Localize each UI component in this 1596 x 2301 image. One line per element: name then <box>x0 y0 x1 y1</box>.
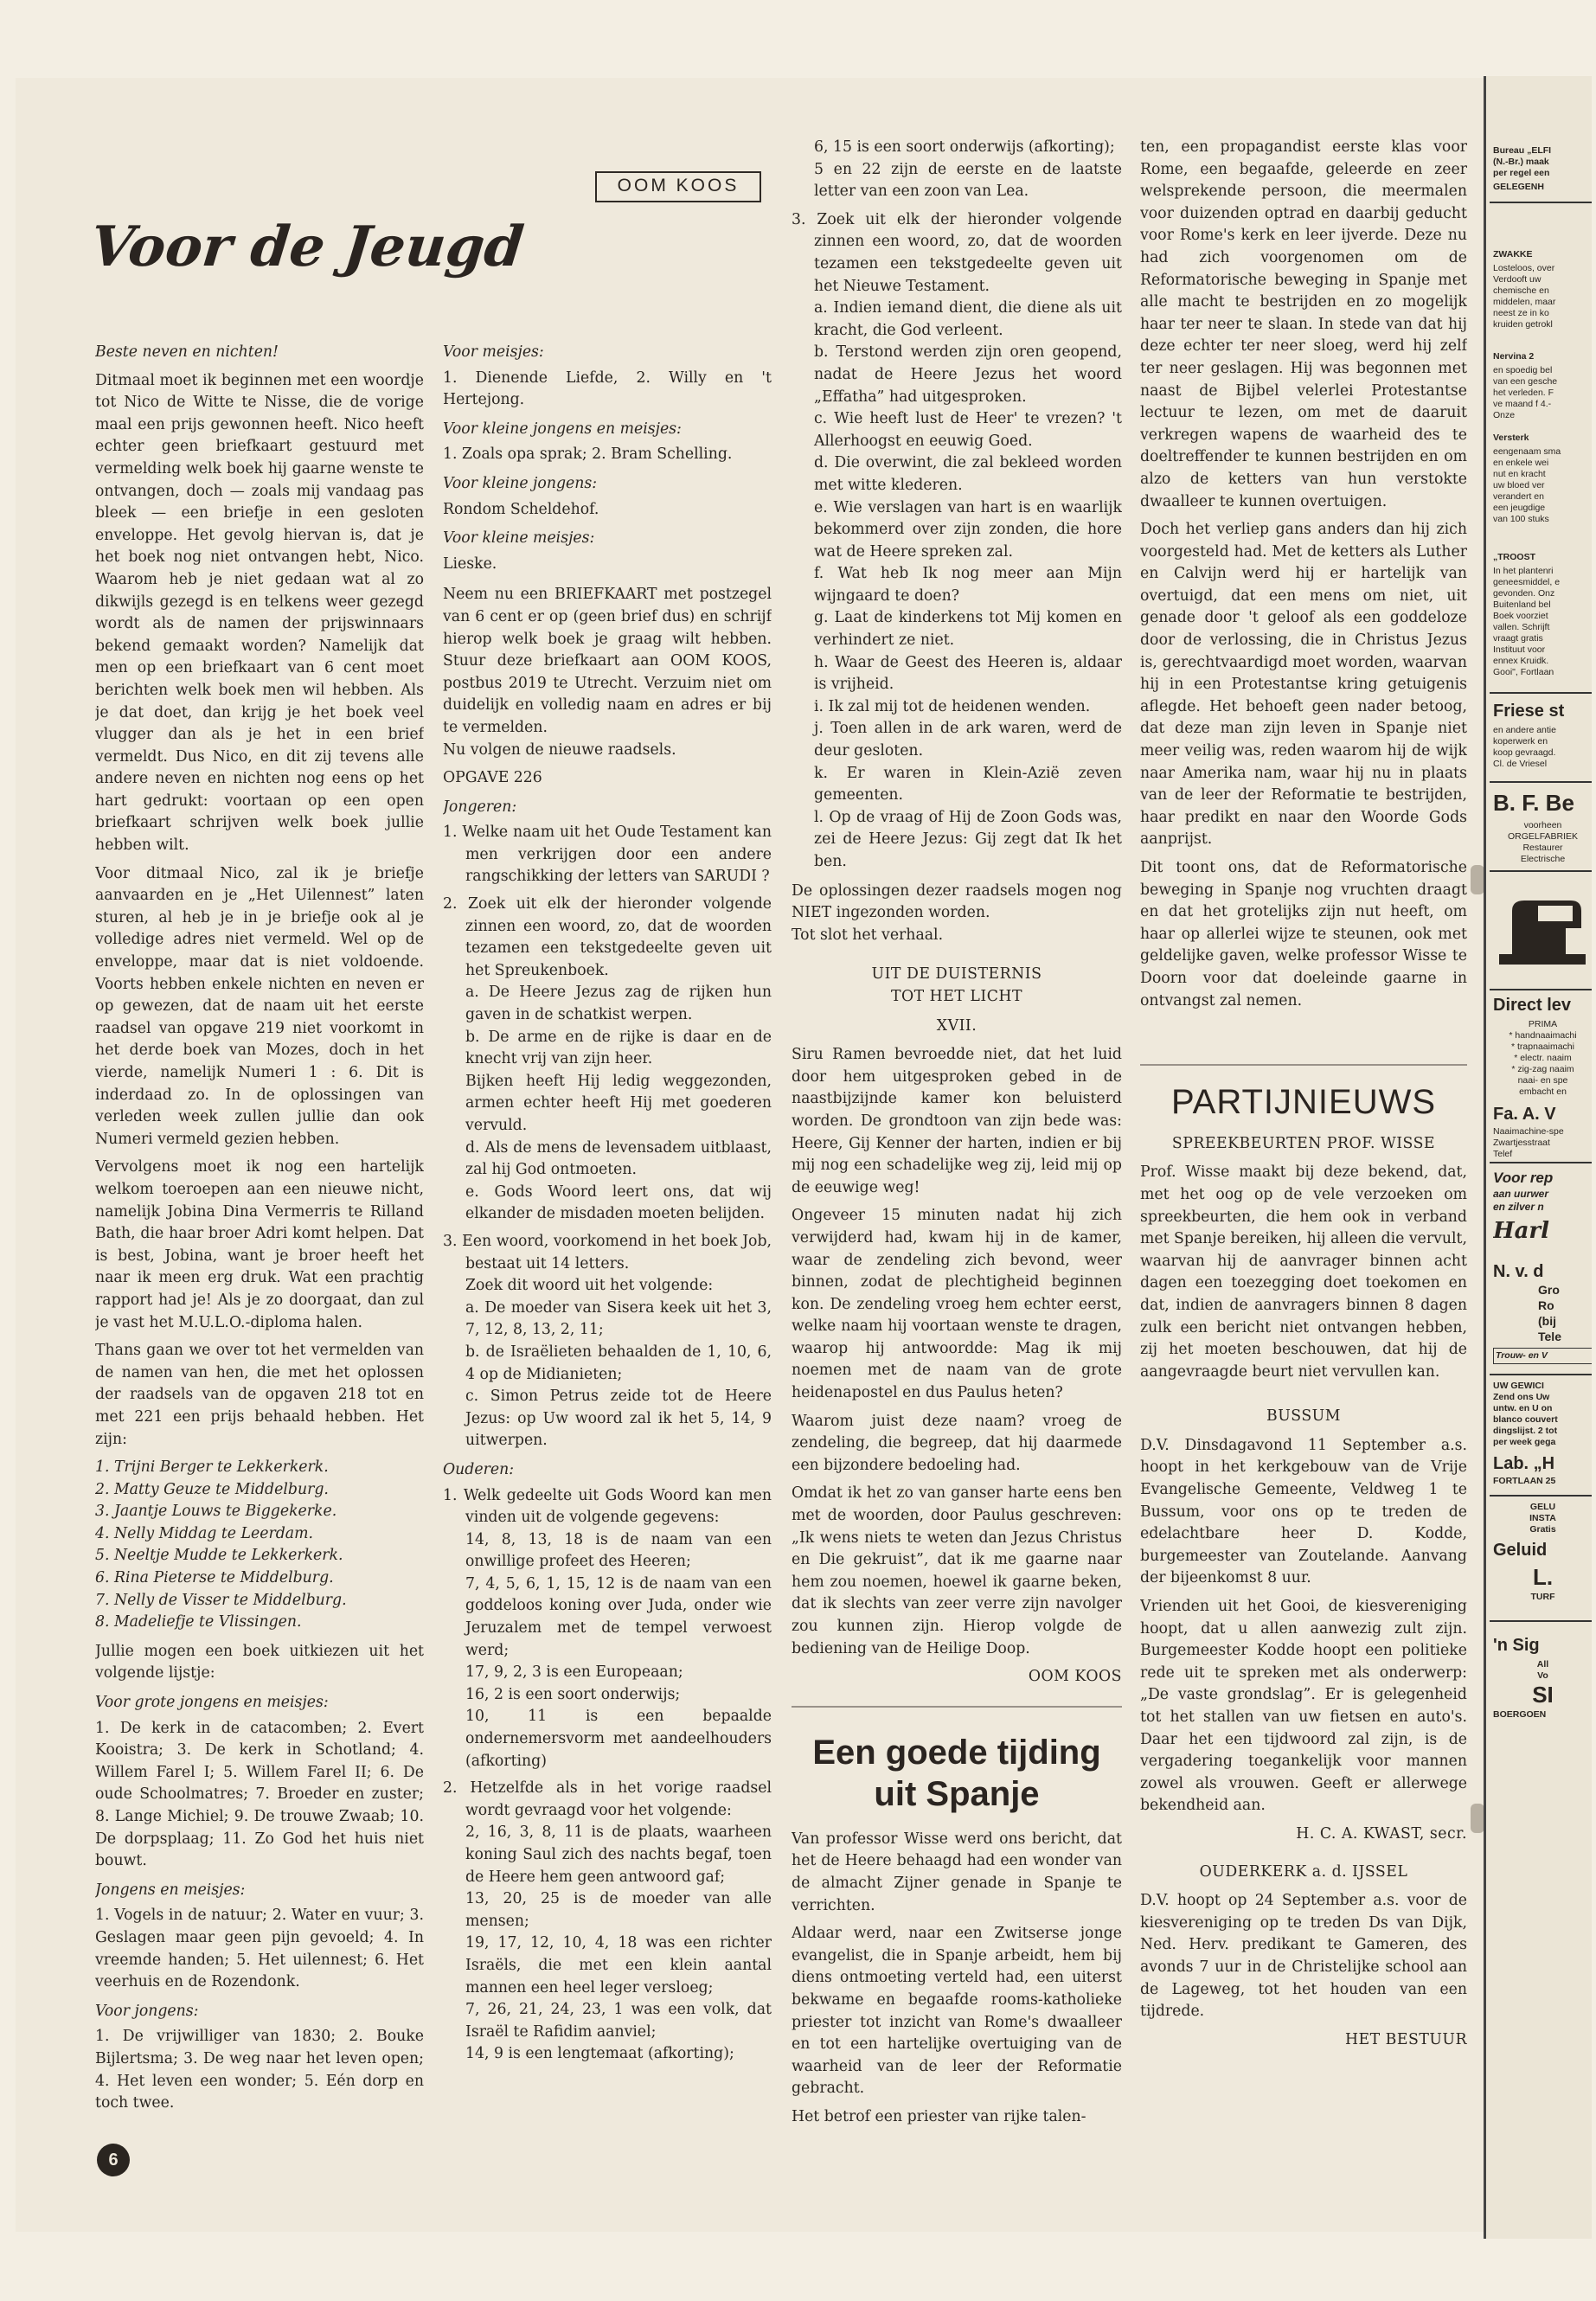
ad-heading: Nervina 2 <box>1493 351 1535 362</box>
notice-paragraph: Prof. Wisse maakt bij deze bekend, dat, met het oog op de vele verzoeken om spreekbeurten, die hem ook in verband met Spanje bereiken, hij alleen die vervult, waarvan hij de aanvrager binnen acht dagen een toezegging doet toekomen en dat, indien de aanvragers binnen 8 dagen zulk een bericht niet ontvangen hebben, zij het moeten beschouwen, dat hij de aangevraagde beurt niet vervullen kan. <box>1140 1163 1467 1381</box>
ad-heading: Friese st <box>1493 702 1565 721</box>
puzzle-item: 1. Welke naam uit het Oude Testament kan men verkrijgen door een andere rangschikking der letters van SARUDI ? <box>443 824 772 886</box>
winner-item: 5. Neeltje Mudde te Lekkerkerk. <box>95 1547 343 1565</box>
ad-heading: Versterk <box>1493 433 1529 443</box>
ad-text: PRIMA * handnaaimachi * trapnaaimachi * electr. naaim * zig-zag naaim naai- en spe embacht en <box>1509 1019 1577 1097</box>
article-paragraph: Dit toont ons, dat de Reformatorische beweging in Spanje nog vruchten draagt en dat het grotelijks zijn nut heeft, om haar op allerlei wijze te steunen, ook met geldelijke gaven, welke professor Wisse te Doorn voor dat doeleinde gaarne in ontvangst zal nemen. <box>1140 859 1467 1009</box>
column-tag: OOM KOOS <box>595 171 761 202</box>
ad-text: en andere antie koperwerk en koop gevraagd. Cl. de Vriesel <box>1493 725 1556 769</box>
ad-text: Gro Ro (bij Tele <box>1538 1283 1561 1343</box>
paragraph: Jullie mogen een boek uitkiezen uit het volgende lijstje: <box>95 1642 424 1682</box>
divider <box>1490 781 1592 783</box>
sewing-machine-icon <box>1495 885 1590 980</box>
ad-text: In het plantenri geneesmiddel, e gevonden. Onz Buitenland bel Boek voorziet vallen. Schrijft vraagt gratis Instituut voor ennex Kruidk. Gooi", Fortlaan <box>1493 566 1561 677</box>
paragraph: Ditmaal moet ik beginnen met een woordje tot Nico de Witte te Nisse, die de vorige maal een prijs gewonnen heeft. Nico heeft echter geen briefkaart gestuurd met vermelding welk boek hij gaarne wenste te ontvangen, doch — zoals mij vandaag pas bleek — een briefje in een gesloten enveloppe. Het gevolg hiervan is, dat je het boek nog niet ontvangen hebt, Nico. Waarom heb je niet gedaan wat al zo dikwijls gezegd is en telkens weer gezegd wordt als de namen der prijswinnaars bekend gemaakt worden? Namelijk dat men op een briefkaart van 6 cent moet berichten welk boek men wil hebben. Als je dat doet, dan krijg je het boek veel vlugger dan als je het in een brief vermeldt. Dus Nico, en dit zij tevens alle andere neven en nichten nog eens op het hart gedrukt: voortaan op een open briefkaart schrijven welk boek jullie hebben wilt. <box>95 371 424 855</box>
book-list: 1. Zoals opa sprak; 2. Bram Schelling. <box>443 445 733 464</box>
ad-heading: B. F. Be <box>1493 790 1574 816</box>
subheading: Voor kleine jongens en meisjes: <box>443 420 682 438</box>
section-title: PARTIJNIEUWS <box>1170 1083 1437 1122</box>
story-paragraph: Omdat ik het zo van ganser harte eens ben met de woorden, door Paulus geschreven: „Ik wens niets te weten dan Jezus Christus en Die gekruist”, dat ik me gaarne naar hem zou noemen, hoewel ik gaarne beken, dat ik slechts van zeer verre zijn navolger zou kunnen zijn. Hierop volgde de bediening van de Heilige Doop. <box>792 1484 1122 1657</box>
ad-text: All Vo <box>1536 1659 1549 1681</box>
subheading: Jongeren: <box>443 798 517 816</box>
ad-heading: L. <box>1532 1564 1554 1590</box>
ad-text: BOERGOEN <box>1493 1709 1547 1720</box>
ad-text: GELEGENH <box>1493 182 1544 192</box>
column-4 <box>1140 137 1467 2195</box>
story-heading: UIT DE DUISTERNIS TOT HET LICHT <box>871 965 1042 1005</box>
divider <box>1490 1162 1592 1163</box>
page-title: Voor de Jeugd <box>87 215 527 279</box>
winner-item: 1. Trijni Berger te Lekkerkerk. <box>95 1458 329 1477</box>
ad-heading: Direct lev <box>1493 996 1572 1015</box>
staple-mark <box>1471 1804 1484 1833</box>
puzzle-list <box>443 822 772 1452</box>
article-paragraph: Aldaar werd, naar een Zwitserse jonge evangelist, die in Spanje arbeidt, hem bij diens ontmoeting verteld had, een uiterst bekwame en begaafde rooms-katholieke priester tot inzicht van Rome's dwaalleer en tot een hartelijke overtuiging van de waarheid van de leer der Reformatie gebracht. <box>792 1925 1122 2098</box>
divider <box>1490 870 1592 872</box>
column-3 <box>792 137 1122 2195</box>
closing-note: De oplossingen dezer raadsels mogen nog NIET ingezonden worden. Tot slot het verhaal. <box>792 881 1122 944</box>
divider <box>1490 1495 1592 1497</box>
book-list: 1. Dienende Liefde, 2. Willy en 't Hertejong. <box>443 369 772 409</box>
ad-heading: Voor rep <box>1493 1170 1554 1186</box>
puzzle-item: 2. Zoek uit elk der hieronder volgende zinnen een woord, zo, dat de woorden tezamen een tekstgedeelte geven uit het Spreukenboek. a. De Heere Jezus zag de rijken hun gaven in de schatkist werpen. b. De arme en de rijke is daar en de knecht vrij van zijn heer. Bijken heeft Hij ledig weggezonden, armen echter heeft Hij met goederen vervuld. d. Als de mens de levensadem uitblaast, zal hij God ontmoeten. e. Gods Woord leert ons, dat wij elkander de misdaden moeten belijden. <box>443 895 772 1223</box>
notice-paragraph: Vrienden uit het Gooi, de kiesvereniging hoopt, dat u allen aanwezig zult zijn. Burgemeester Kodde hoopt een politieke rede uit te spreken met als onderwerp: „De vaste grondslag”. Er is gelegenheid tot het stallen van uw fietsen en auto's. Daar het een tijdwoord zal zijn, is de vergadering toegankelijk voor mannen zowel als vrouwen. Geeft er allerwege bekendheid aan. <box>1140 1598 1467 1815</box>
greeting: Beste neven en nichten! <box>95 343 279 361</box>
book-list: 1. De kerk in de catacomben; 2. Evert Kooistra; 3. De kerk in Schotland; 4. Willem Farel I; 5. Willem Farel II; 6. De oude Schoolmatres; 7. Broeder en zuster; 8. Lange Michiel; 9. De trouwe Zwaab; 10. De dorpsplaag; 11. Zo God het huis niet bouwt. <box>95 1719 424 1870</box>
winner-item: 4. Nelly Middag te Leerdam. <box>95 1524 313 1542</box>
subheading: Voor meisjes: <box>443 343 544 361</box>
ad-heading: „TROOST <box>1493 552 1535 562</box>
divider <box>1490 1620 1592 1622</box>
ad-text: voorheen ORGELFABRIEK Restaurer Electrische <box>1507 820 1579 864</box>
story-paragraph: Siru Ramen bevroedde niet, dat het luid door hem uitgesproken gebed in de naastbijzijnde kamer kon beluisterd worden. De grondtoon van zijn bede was: Heere, Gij Kenner der harten, indien er bij mij nog een schadelijke weg zij, leid mij op de eeuwige weg! <box>792 1046 1122 1196</box>
divider <box>1490 1374 1592 1375</box>
ad-text: TURF <box>1530 1592 1555 1602</box>
ad-text: eengenaam sma en enkele wei nut en kracht uw bloed ver verandert en een jeugdige van 100 stuks <box>1493 446 1561 524</box>
subheading: Jongens en meisjes: <box>95 1881 246 1899</box>
puzzle-continuation: 6, 15 is een soort onderwijs (afkorting); 5 en 22 zijn de eerste en de laatste letter van een zoon van Lea. <box>814 138 1122 201</box>
article-paragraph: Doch het verliep gans anders dan hij zich voorgesteld had. Met de ketters als Luther en Calvijn werd hij er hartelijk van overtuigd, dat een mens om niet, uit genade door 't geloof als een goddeloze door de verlossing, die in Christus Jezus is, gerechtvaardigd moet worden, waarvan hij in een Protestantse kring getuigenis aflegde. Het behoeft geen nader betoog, dat deze man zijn leven in Spanje niet meer veilig was, reden waarom hij de wijk naar Amerika nam, waar hij nu in plaats van de leer der Reformatie te bestrijden, haar predikt en naar den Woorde Gods aanprijst. <box>1140 521 1467 849</box>
column-1 <box>95 342 424 2193</box>
subheading: Ouderen: <box>443 1460 515 1478</box>
ad-text: GELU INSTA Gratis <box>1529 1502 1556 1535</box>
ad-text: Losteloos, over Verdooft uw chemische en middelen, maar neest ze in ko kruiden getrokl <box>1493 263 1556 330</box>
ad-text: A.v. <box>1547 907 1567 918</box>
ad-heading: N. v. d <box>1493 1262 1544 1281</box>
notice-paragraph: D.V. hoopt op 24 September a.s. voor de kiesvereniging op te treden Ds van Dijk, Ned. Herv. predikant te Gameren, des avonds 7 uur in de Christelijke school aan de Lageweg, tot het houden van een tijdrede. <box>1140 1892 1467 2021</box>
article-paragraph: Van professor Wisse werd ons bericht, dat het de Heere behaagd had een wonder van de almacht Zijner genade in Spanje te verrichten. <box>792 1830 1122 1914</box>
notice-signature: HET BESTUUR <box>1344 2030 1467 2048</box>
story-paragraph: Waarom juist deze naam? vroeg de zendeling, die begreep, dat hij daarmede een bijzondere bedoeling had. <box>792 1412 1122 1474</box>
ad-text: Bureau „ELFI (N.-Br.) maak per regel een <box>1493 145 1552 178</box>
subsection-heading: BUSSUM <box>1266 1407 1341 1426</box>
puzzle-list <box>792 209 1122 874</box>
paragraph: Vervolgens moet ik nog een hartelijk welkom toeroepen aan een nieuwe nicht, namelijk Jobina Dina Vermerris te Rilland Bath, die haar broer Adri komt helpen. Dat is best, Jobina, want je broer heeft het naar ik meen erg druk. Wat een prachtig rapport had je! Als je zo doorgaat, dan zul je vast het M.U.L.O.-diploma halen. <box>95 1158 424 1331</box>
ad-text: aan uurwer en zilver n <box>1493 1188 1549 1213</box>
ad-heading: Fa. A. V <box>1493 1105 1556 1124</box>
subheading: Voor grote jongens en meisjes: <box>95 1694 329 1712</box>
ad-heading: Geluid <box>1493 1541 1548 1560</box>
ad-text: UW GEWICI Zend ons Uw untw. en U on blanco couvert dingslijst. 2 tot per week gega <box>1493 1381 1558 1447</box>
opgave-title: OPGAVE 226 <box>443 769 542 787</box>
notice-paragraph: D.V. Dinsdagavond 11 September a.s. hoopt in het kerkgebouw van de Vrije Evangelische Gemeente, Veldweg 1 te Bussum, voor ons op te treden de edelachtbare heer D. Kodde, burgemeester van Zoutelande. Aanvang der bijeenkomst 8 uur. <box>1140 1436 1467 1587</box>
winner-item: 3. Jaantje Louws te Biggekerke. <box>95 1503 337 1521</box>
staple-mark <box>1471 865 1484 894</box>
ad-text: en spoedig bel van een gesche het verleden. F ve maand f 4.- Onze <box>1493 365 1558 420</box>
subheading: Voor jongens: <box>95 2002 199 2020</box>
winner-item: 2. Matty Geuze te Middelburg. <box>95 1480 329 1498</box>
winner-item: 8. Madeliefje te Vlissingen. <box>95 1613 302 1631</box>
puzzle-item: 3. Een woord, voorkomend in het boek Job, bestaat uit 14 letters. Zoek dit woord uit het volgende: a. De moeder van Sisera keek uit het 3, 7, 12, 8, 13, 2, 11; b. de Israëlieten behaalden de 1, 10, 6, 4 op de Midianieten; c. Simon Petrus zeide tot de Heere Jezus: op Uw woord zal ik het 5, 14, 9 uitwerpen. <box>443 1232 772 1450</box>
winner-item: 6. Rina Pieterse te Middelburg. <box>95 1569 334 1587</box>
story-chapter: XVII. <box>936 1016 977 1035</box>
subsection-heading: SPREEKBEURTEN PROF. WISSE <box>1171 1134 1436 1152</box>
subsection-heading: OUDERKERK a. d. IJSSEL <box>1199 1862 1408 1881</box>
article-paragraph: Het betrof een priester van rijke talen- <box>792 2107 1086 2125</box>
winners-list <box>95 1457 424 1634</box>
divider <box>1490 692 1592 694</box>
column-2 <box>443 342 772 2193</box>
ad-text: FORTLAAN 25 <box>1493 1476 1556 1486</box>
ad-heading: SI <box>1532 1682 1554 1708</box>
subheading: Voor kleine meisjes: <box>443 529 595 548</box>
notice-signature: H. C. A. KWAST, secr. <box>1296 1824 1467 1843</box>
ad-heading: Harl <box>1493 1218 1549 1244</box>
divider <box>792 1706 1122 1708</box>
article-title: Een goede tijding uit Spanje <box>812 1733 1101 1813</box>
paragraph: Voor ditmaal Nico, zal ik je briefje aanvaarden en je „Het Uilennest” laten sturen, al heb je in je briefje ook al je volledige adres niet vermeld. Wel op de enveloppe, maar dat is niet voldoende. Voorts hebben enkele nichten en neven er op gewezen, dat de naam uit het eerste raadsel van opgave 219 niet voorkomt in het derde boek van Mozes, doch in het vierde, namelijk Numeri 1 : 6. Dit is inderdaad zo. In de oplossingen van verleden week zullen jullie dan ook Numeri vermeld gezien hebben. <box>95 864 424 1148</box>
divider <box>1140 1064 1467 1066</box>
instructions: Neem nu een BRIEFKAART met postzegel van 6 cent er op (geen brief dus) en schrijf hierop welk boek je graag wilt hebben. Stuur deze briefkaart aan OOM KOOS, postbus 2019 te Utrecht. Verzuim niet om duidelijk en volledig naam en adres er bij te vermelden. Nu volgen de nieuwe raadsels. <box>443 586 772 759</box>
winner-item: 7. Nelly de Visser te Middelburg. <box>95 1591 347 1609</box>
subheading: Voor kleine jongens: <box>443 474 598 492</box>
article-paragraph: ten, een propagandist eerste klas voor Rome, een begaafde, geleerde en zeer welsprekende persoon, die meermalen voor duizenden optrad en daarbij geducht voor Rome's kerk en leer ijverde. Deze nu had zich voorgenomen om de Reformatorische beweging in Spanje met alle macht te bestrijden en zo mogelijk haar ter neer te slaan. In stede van dat hij deze echter ter neer sloeg, werd hij zelf ter neer geslagen. Hij was begonnen met naast de Bijbel velerlei Protestantse lectuur te lezen, om met de daaruit verkregen wapens de waarheid des te doeltreffender te kunnen bestrijden en om alzo de ketters van hun verstokte dwaalleer te kunnen overtuigen. <box>1140 138 1467 510</box>
ad-heading: Lab. „H <box>1493 1454 1555 1473</box>
adjacent-page-ads <box>1484 76 1592 2239</box>
ad-heading: ZWAKKE <box>1493 249 1533 260</box>
puzzle-list <box>443 1485 772 2066</box>
divider <box>1490 202 1592 203</box>
book-list: 1. De vrijwilliger van 1830; 2. Bouke Bijlertsma; 3. De weg naar het leven open; 4. Het leven een wonder; 5. Eén dorp en toch twee. <box>95 2028 424 2112</box>
story-signature: OOM KOOS <box>1028 1668 1122 1686</box>
book-list: Lieske. <box>443 554 497 573</box>
book-list: Rondom Scheldehof. <box>443 500 599 518</box>
paragraph: Thans gaan we over tot het vermelden van de namen van hen, die met het oplossen der raadsels van de opgaven 218 tot en met 221 een prijs behaald hebben. Het zijn: <box>95 1342 424 1448</box>
puzzle-item: 3. Zoek uit elk der hieronder volgende zinnen een woord, zo, dat de woorden tezamen een tekstgedeelte geven uit het Nieuwe Testament. a. Indien iemand dient, die diene als uit kracht, die God verleent. b. Terstond werden zijn oren geopend, nadat de Heere Jezus het woord „Effatha” had uitgesproken. c. Wie heeft lust de Heer' te vrezen? 't Allerhoogst en eeuwig Goed. d. Die overwint, die zal bekleed worden met witte klederen. e. Wie verslagen van hart is en waarlijk bekommerd over zijn zonden, die hore wat de Heere spreken zal. f. Wat heb Ik nog meer aan Mijn wijngaard te doen? g. Laat de kinderkens tot Mij komen en verhindert ze niet. h. Waar de Geest des Heeren is, aldaar is vrijheid. i. Ik zal mij tot de heidenen wenden. j. Toen allen in de ark waren, werd de deur gesloten. k. Er waren in Klein-Azië zeven gemeenten. l. Op de vraag of Hij de Zoon Gods was, zei de Heere Jezus: Gij zegt dat Ik het ben. <box>792 210 1122 870</box>
puzzle-item: 2. Hetzelfde als in het vorige raadsel wordt gevraagd voor het volgende: 2, 16, 3, 8, 11 is de plaats, waarheen koning Saul zich des nachts begaf, toen de Heere hem geen antwoord gaf; 13, 20, 25 is de moeder van alle mensen; 19, 17, 12, 10, 4, 18 was een richter Israëls, die met een klein aantal mannen een heel leger versloeg; 7, 26, 21, 24, 23, 1 was een volk, dat Israël te Rafidim aanviel; 14, 9 is een lengtemaat (afkorting); <box>443 1779 772 2063</box>
ad-heading: 'n Sig <box>1493 1636 1540 1655</box>
divider <box>1490 989 1592 990</box>
ad-text: Trouw- en V <box>1493 1348 1592 1364</box>
page-number: 6 <box>97 2144 130 2176</box>
book-list: 1. Vogels in de natuur; 2. Water en vuur; 3. Geslagen maar geen pijn gevoeld; 4. In vreemde handen; 5. Het uilennest; 6. Het veerhuis en de Rozendonk. <box>95 1907 424 1991</box>
puzzle-item: 1. Welk gedeelte uit Gods Woord kan men vinden uit de volgende gegevens: 14, 8, 13, 18 is de naam van een onwillige profeet des Heeren; 7, 4, 5, 6, 1, 15, 12 is de naam van een goddeloos koning over Juda, onder wie Jeruzalem met de tempel verwoest werd; 17, 9, 2, 3 is een Europeaan; 16, 2 is een soort onderwijs; 10, 11 is een bepaalde ondernemersvorm met aandeelhouders (afkorting) <box>443 1486 772 1770</box>
ad-text: Naaimachine-spe Zwartjesstraat Telef <box>1493 1126 1564 1159</box>
story-paragraph: Ongeveer 15 minuten nadat hij zich verwijderd had, kwam hij in de kamer, waar de zendeling zich bevond, weer binnen, zodat de plechtigheid beginnen kon. De zendeling vroeg hem echter eerst, welke naam hij voortaan wenste te dragen, waarop hij antwoordde: Mag ik mij noemen met de naam van de grote heidenapostel en dus Paulus heten? <box>792 1207 1122 1402</box>
